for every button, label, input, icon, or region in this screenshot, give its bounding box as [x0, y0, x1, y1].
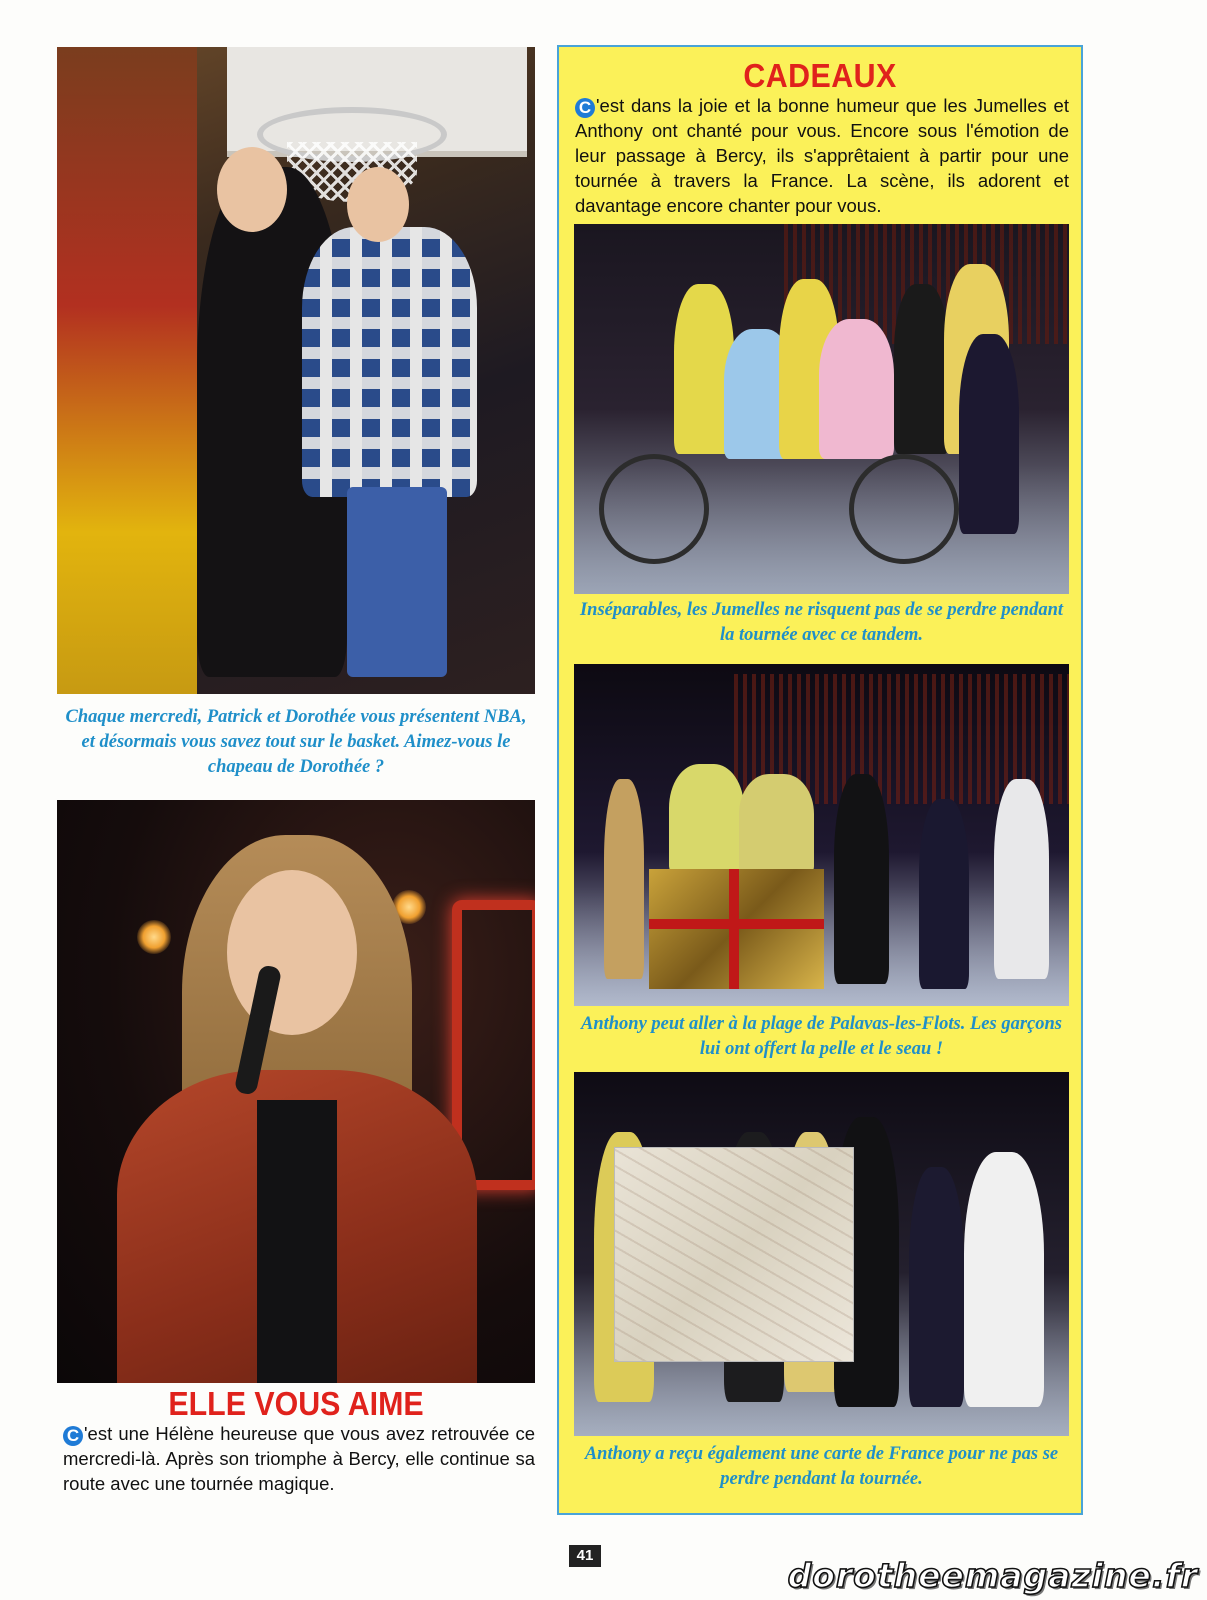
figure-anthony: [834, 774, 889, 984]
figure-person: [994, 779, 1049, 979]
gift-ribbon: [729, 869, 739, 989]
figure-helene-shirt: [257, 1100, 337, 1383]
dropcap: C: [575, 98, 595, 118]
figure-person: [959, 334, 1019, 534]
caption-basket: Chaque mercredi, Patrick et Dorothée vous présentent NBA, et désormais vous savez tout sur le basket. Aimez-vous le chapeau de Dorothée ?: [65, 707, 527, 777]
figure-person: [669, 764, 744, 874]
figure-person: [909, 1167, 964, 1407]
figure-person: [894, 284, 949, 454]
caption-map: Anthony a reçu également une carte de France pour ne pas se perdre pendant la tournée.: [584, 1444, 1059, 1489]
bike-wheel: [599, 454, 709, 564]
gift-ribbon: [649, 919, 824, 929]
stage-light: [137, 920, 171, 954]
photo-anthony-gift: [574, 664, 1069, 1006]
cadeaux-text: [575, 93, 1069, 218]
map-of-france: [614, 1147, 854, 1362]
figure-person: [964, 1152, 1044, 1407]
photo-anthony-map: [574, 1072, 1069, 1436]
figure-dorothee-jeans: [347, 487, 447, 677]
watermark: dorotheemagazine.fr: [787, 1556, 1198, 1595]
figure-person: [919, 799, 969, 989]
page-number: 41: [569, 1545, 601, 1567]
figure-dorothee: [302, 227, 477, 497]
cadeaux-title: CADEAUX: [743, 57, 897, 94]
bike-wheel: [849, 454, 959, 564]
cadeaux-body: 'est dans la joie et la bonne humeur que les Jumelles et Anthony ont chanté pour vous. Encore sous l'émotion de leur passage à Bercy, ils s'apprêtaient à partir pour une tournée à travers la France. La scène, ils adorent et davantage encore chanter pour vous.: [575, 95, 1069, 216]
photo-patrick-dorothee-basket: [57, 47, 535, 694]
elle-vous-aime-title: ELLE VOUS AIME: [168, 1385, 424, 1422]
figure-person: [739, 774, 814, 874]
caption-tandem: Inséparables, les Jumelles ne risquent pas de se perdre pendant la tournée avec ce tandem.: [579, 600, 1064, 645]
figure-jumelle: [819, 319, 894, 459]
head-helene: [227, 870, 357, 1035]
head-patrick: [217, 147, 287, 232]
photo-helene-singing: [57, 800, 535, 1383]
caption-gift: Anthony peut aller à la plage de Palavas-les-Flots. Les garçons lui ont offert la pelle et le seau !: [581, 1014, 1062, 1059]
photo-jumelles-tandem: [574, 224, 1069, 594]
figure-person: [604, 779, 644, 979]
head-dorothee: [347, 167, 409, 242]
elle-vous-aime-body: 'est une Hélène heureuse que vous avez retrouvée ce mercredi-là. Après son triomphe à Bercy, elle continue sa route avec une tournée magique.: [63, 1423, 535, 1494]
dropcap: C: [63, 1426, 83, 1446]
elle-vous-aime-text: [63, 1421, 535, 1496]
decor-wall: [57, 47, 197, 694]
